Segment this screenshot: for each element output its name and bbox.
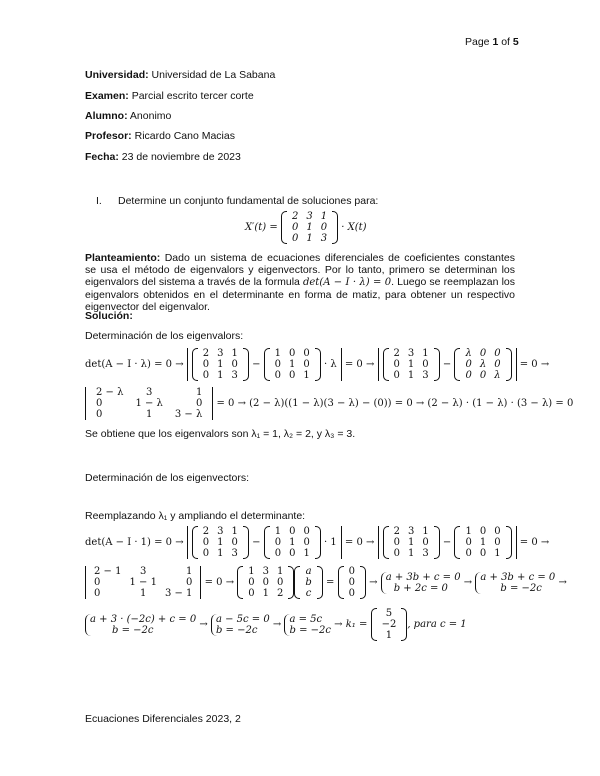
system-matrix: 2 3 1 0 1 0 0 1 3 bbox=[281, 211, 338, 244]
meta-examen: Examen: Parcial escrito tercer corte bbox=[85, 90, 254, 102]
planteamiento-paragraph: Planteamiento: Dado un sistema de ecuaciones diferenciales de coeficientes constantes se usa el método de eigenvalors y eigenvectors. Por lo tanto, primero se determinan los eigenvalors del sistema a través de la formula det(A − I · λ) = 0. Luego se reemplazan los eigenvalors obtenidos en el determinante en forma de matiz, para obtener un respectivo eigenvector del eigenvalor. bbox=[85, 252, 515, 313]
question-number: I. bbox=[96, 195, 102, 207]
eq-determinant-lambda: det(A − I · λ) = 0 → 2 3 1 0 1 0 0 1 3 − 1 0 0 0 1 0 0 0 1 · λ = 0 → 2 3 1 0 1 0 0 1 3 − λ 0 0 0 λ 0 0 0 λ = 0 → bbox=[85, 348, 550, 381]
eigenvalues-heading: Determinación de los eigenvalors: bbox=[85, 330, 244, 342]
meta-alumno: Alumno: Anonimo bbox=[85, 110, 172, 122]
replacing-lambda1: Reemplazando λ₁ y ampliando el determinante: bbox=[85, 510, 306, 522]
eq-determinant-one: det(A − I · 1) = 0 → 2 3 1 0 1 0 0 1 3 − 1 0 0 0 1 0 0 0 1 · 1 = 0 → 2 3 1 0 1 0 0 1 3 − 1 0 0 0 1 0 0 0 1 = 0 → bbox=[85, 526, 550, 559]
page-number: Page 1 of 5 bbox=[465, 36, 519, 48]
solucion-label: Solución: bbox=[85, 310, 133, 322]
eigenvalues-result: Se obtiene que los eigenvalors son λ₁ = 1, λ₂ = 2, y λ₃ = 3. bbox=[85, 428, 356, 440]
meta-fecha: Fecha: 23 de noviembre de 2023 bbox=[85, 151, 241, 163]
meta-profesor: Profesor: Ricardo Cano Macias bbox=[85, 130, 235, 142]
meta-universidad: Universidad: Universidad de La Sabana bbox=[85, 69, 276, 81]
det-bars: 2 3 1 0 1 0 0 1 3 − 1 0 0 0 1 0 0 0 1 · λ bbox=[187, 348, 342, 381]
eq-linear-system: 2 − 1 3 1 0 1 − 1 0 0 1 3 − 1 = 0 → 1 3 1 0 0 0 0 1 2 a b c = 0 0 0 → a + 3b + c = 0 b + 2c = 0 → a + 3b + c = 0 b = −2c → bbox=[85, 566, 567, 599]
eq-eigenvector-k1: a + 3 · (−2c) + c = 0 b = −2c → a − 5c = 0 b = −2c → a = 5c b = −2c → k₁ = 5 −2 1 , para c = 1 bbox=[85, 608, 467, 641]
footer: Ecuaciones Diferenciales 2023, 2 bbox=[85, 713, 241, 725]
question-text: Determine un conjunto fundamental de soluciones para: bbox=[118, 195, 379, 207]
eigenvectors-heading: Determinación de los eigenvectors: bbox=[85, 472, 250, 484]
eq-characteristic-polynomial: 2 − λ 3 1 0 1 − λ 0 0 1 3 − λ = 0 → (2 − λ)((1 − λ)(3 − λ) − (0)) = 0 → (2 − λ) · (1 − λ) · (3 − λ) = 0 bbox=[85, 387, 573, 420]
system-equation: X′(t) = 2 3 1 0 1 0 0 1 3 · X(t) bbox=[245, 211, 367, 244]
